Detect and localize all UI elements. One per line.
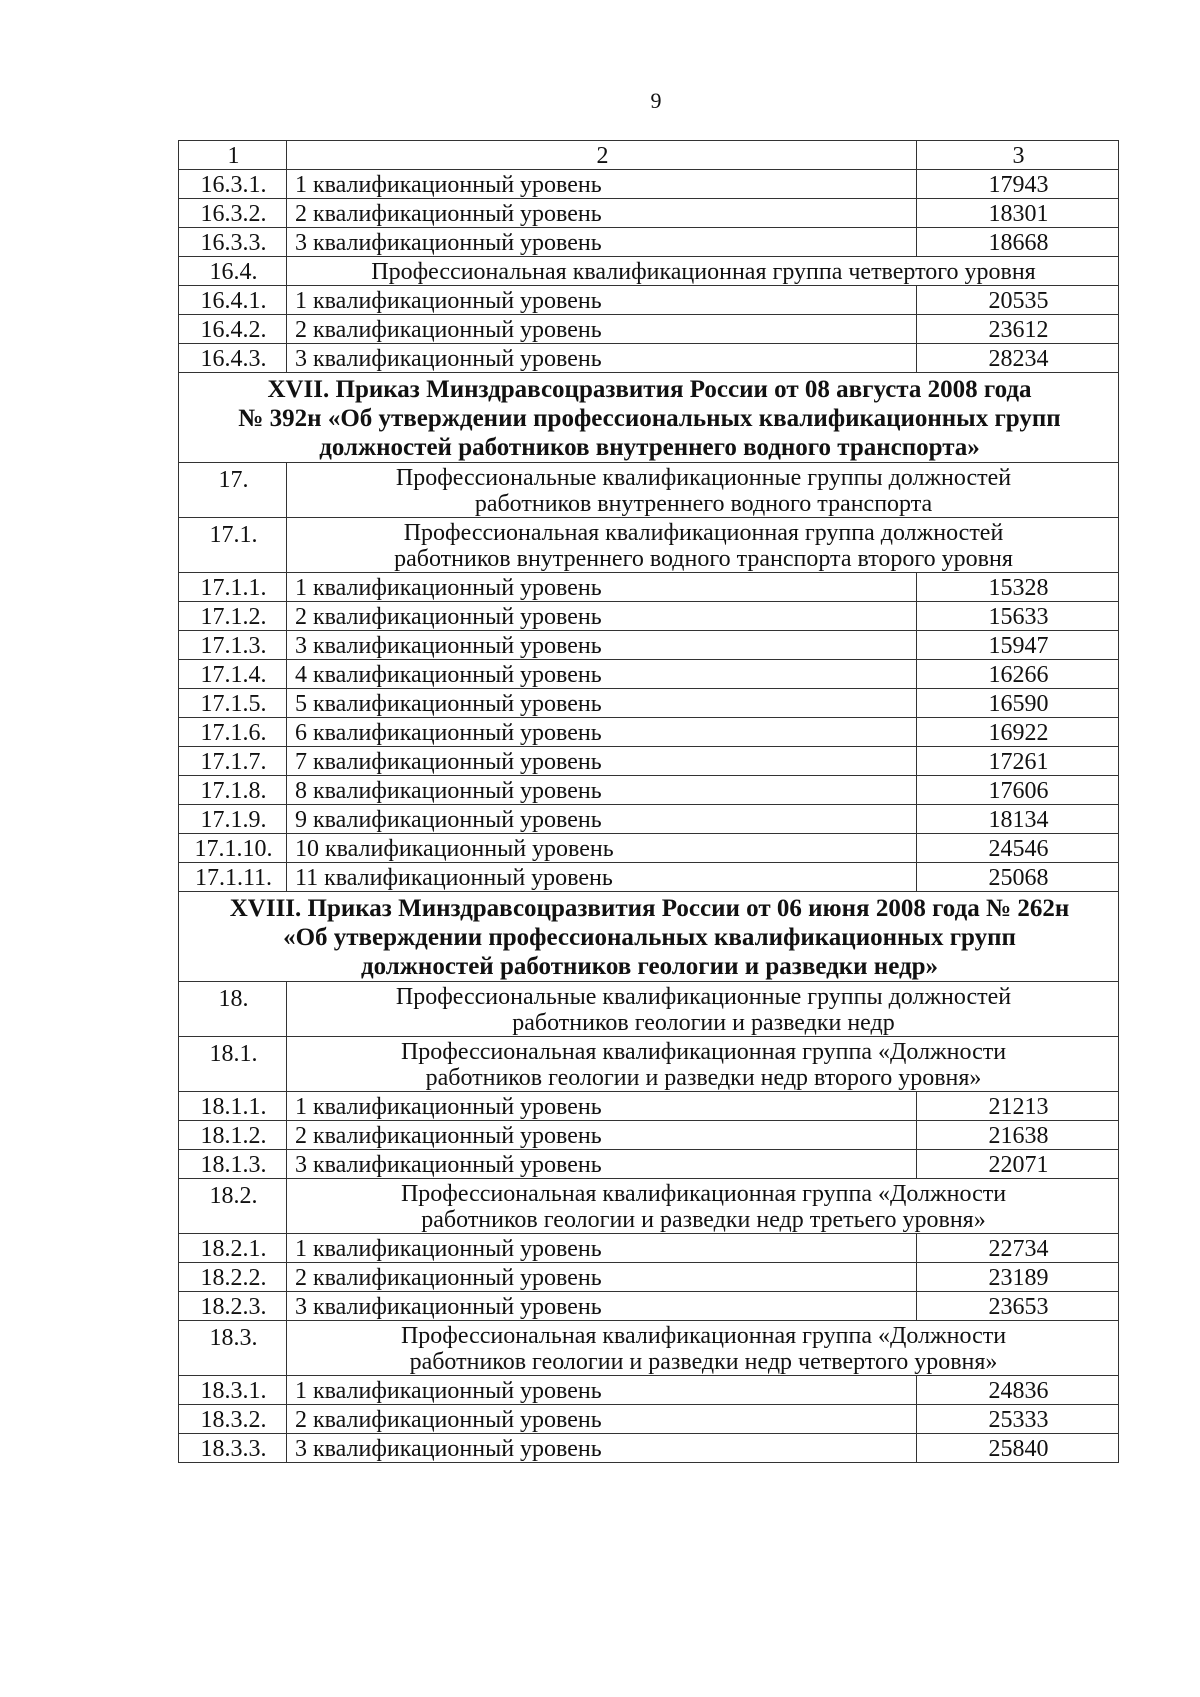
row-number: 17.1.4. — [179, 660, 287, 689]
row-value: 21638 — [917, 1121, 1119, 1150]
row-value: 22734 — [917, 1234, 1119, 1263]
header-col-1: 1 — [179, 141, 287, 170]
row-value: 25068 — [917, 863, 1119, 892]
row-value: 23612 — [917, 315, 1119, 344]
row-number: 16.3.2. — [179, 199, 287, 228]
row-value: 21213 — [917, 1092, 1119, 1121]
row-label: 5 квалификационный уровень — [287, 689, 917, 718]
row-value: 28234 — [917, 344, 1119, 373]
section-heading-line: XVII. Приказ Минздравсоцразвития России от 08 августа 2008 года — [267, 376, 1032, 403]
row-label: 3 квалификационный уровень — [287, 1150, 917, 1179]
section-heading-line: должностей работников геологии и разведки недр» — [360, 953, 939, 980]
row-number: 17.1.10. — [179, 834, 287, 863]
row-value: 22071 — [917, 1150, 1119, 1179]
row-number: 16.4.3. — [179, 344, 287, 373]
row-value: 16590 — [917, 689, 1119, 718]
table-row — [179, 631, 1119, 660]
row-number: 16.4.2. — [179, 315, 287, 344]
table-row — [179, 805, 1119, 834]
group-title-line: Профессиональная квалификационная группа «Должности — [400, 1323, 1007, 1349]
row-value: 15328 — [917, 573, 1119, 602]
row-number: 18.3.3. — [179, 1434, 287, 1463]
group-row-17-1 — [179, 518, 1119, 573]
group-title-line: Профессиональные квалификационные группы должностей — [395, 465, 1012, 491]
section-row-18 — [179, 892, 1119, 982]
row-value: 17261 — [917, 747, 1119, 776]
group-title — [287, 463, 1119, 518]
row-value: 18668 — [917, 228, 1119, 257]
header-col-2: 2 — [287, 141, 917, 170]
section-heading-line: «Об утверждении профессиональных квалификационных групп — [283, 924, 1016, 951]
group-title-line: Профессиональная квалификационная группа «Должности — [400, 1181, 1007, 1207]
group-title — [287, 1321, 1119, 1376]
row-value: 15633 — [917, 602, 1119, 631]
rows-18-3 — [179, 1376, 1119, 1463]
table-row — [179, 1234, 1119, 1263]
row-number: 17.1.11. — [179, 863, 287, 892]
rows-16-3 — [179, 170, 1119, 257]
row-label: 4 квалификационный уровень — [287, 660, 917, 689]
rows-17-1 — [179, 573, 1119, 892]
row-number: 17.1.7. — [179, 747, 287, 776]
section-heading-line: должностей работников внутреннего водного транспорта» — [319, 434, 980, 461]
row-number: 16.3.1. — [179, 170, 287, 199]
table-row — [179, 1092, 1119, 1121]
row-number: 17.1.8. — [179, 776, 287, 805]
section-row-17 — [179, 373, 1119, 463]
row-number: 18.2.1. — [179, 1234, 287, 1263]
group-number: 18. — [179, 982, 287, 1037]
row-value: 17606 — [917, 776, 1119, 805]
row-number: 17.1.9. — [179, 805, 287, 834]
salary-table — [178, 140, 1119, 1463]
table-row — [179, 863, 1119, 892]
group-title-line: работников геологии и разведки недр второго уровня» — [425, 1065, 982, 1091]
row-number: 18.3.1. — [179, 1376, 287, 1405]
group-row-18-2 — [179, 1179, 1119, 1234]
rows-18-1 — [179, 1092, 1119, 1179]
group-row-18-1 — [179, 1037, 1119, 1092]
row-label: 1 квалификационный уровень — [287, 573, 917, 602]
group-row-16-4 — [179, 257, 1119, 286]
row-label: 9 квалификационный уровень — [287, 805, 917, 834]
row-number: 17.1.1. — [179, 573, 287, 602]
row-label: 8 квалификационный уровень — [287, 776, 917, 805]
row-label: 2 квалификационный уровень — [287, 1121, 917, 1150]
page-number: 9 — [650, 88, 662, 113]
row-value: 20535 — [917, 286, 1119, 315]
table-row — [179, 573, 1119, 602]
row-number: 18.3.2. — [179, 1405, 287, 1434]
row-number: 16.3.3. — [179, 228, 287, 257]
row-label: 2 квалификационный уровень — [287, 602, 917, 631]
row-number: 17.1.3. — [179, 631, 287, 660]
group-title — [287, 1179, 1119, 1234]
row-value: 24546 — [917, 834, 1119, 863]
group-title-line: работников внутреннего водного транспорта — [474, 491, 933, 517]
group-title-line: Профессиональная квалификационная группа должностей — [403, 520, 1004, 546]
group-title-line: работников геологии и разведки недр третьего уровня» — [421, 1207, 986, 1233]
table-row — [179, 344, 1119, 373]
table-row — [179, 315, 1119, 344]
row-number: 17.1.6. — [179, 718, 287, 747]
table-row — [179, 747, 1119, 776]
group-number: 18.2. — [179, 1179, 287, 1234]
row-value: 23189 — [917, 1263, 1119, 1292]
table-header-row — [179, 141, 1119, 170]
table-row — [179, 170, 1119, 199]
rows-16-4 — [179, 286, 1119, 373]
row-label: 1 квалификационный уровень — [287, 1376, 917, 1405]
group-title-line: работников внутреннего водного транспорта второго уровня — [394, 546, 1013, 572]
row-label: 1 квалификационный уровень — [287, 1092, 917, 1121]
row-label: 3 квалификационный уровень — [287, 344, 917, 373]
group-title — [287, 1037, 1119, 1092]
table-row — [179, 1434, 1119, 1463]
table-row — [179, 1376, 1119, 1405]
group-title-line: Профессиональные квалификационные группы должностей — [395, 984, 1012, 1010]
row-label: 2 квалификационный уровень — [287, 199, 917, 228]
row-number: 18.2.2. — [179, 1263, 287, 1292]
group-row-17 — [179, 463, 1119, 518]
row-number: 18.1.3. — [179, 1150, 287, 1179]
table-row — [179, 228, 1119, 257]
group-title-line: работников геологии и разведки недр — [512, 1010, 895, 1036]
row-label: 3 квалификационный уровень — [287, 1292, 917, 1321]
row-value: 18301 — [917, 199, 1119, 228]
row-number: 16.4.1. — [179, 286, 287, 315]
group-title: Профессиональная квалификационная группа четвертого уровня — [287, 257, 1119, 286]
table-row — [179, 199, 1119, 228]
row-label: 3 квалификационный уровень — [287, 631, 917, 660]
row-label: 2 квалификационный уровень — [287, 1263, 917, 1292]
table-row — [179, 602, 1119, 631]
group-row-18 — [179, 982, 1119, 1037]
row-value: 16922 — [917, 718, 1119, 747]
table-row — [179, 776, 1119, 805]
group-title — [287, 982, 1119, 1037]
row-value: 16266 — [917, 660, 1119, 689]
row-number: 17.1.2. — [179, 602, 287, 631]
row-label: 3 квалификационный уровень — [287, 228, 917, 257]
header-col-3: 3 — [917, 141, 1119, 170]
group-title-line: Профессиональная квалификационная группа «Должности — [400, 1039, 1007, 1065]
row-label: 2 квалификационный уровень — [287, 1405, 917, 1434]
section-heading-line: XVIII. Приказ Минздравсоцразвития России от 06 июня 2008 года № 262н — [229, 895, 1070, 922]
row-label: 6 квалификационный уровень — [287, 718, 917, 747]
table-row — [179, 286, 1119, 315]
table-row — [179, 689, 1119, 718]
row-value: 15947 — [917, 631, 1119, 660]
row-value: 17943 — [917, 170, 1119, 199]
table-row — [179, 1121, 1119, 1150]
row-label: 1 квалификационный уровень — [287, 170, 917, 199]
row-label: 10 квалификационный уровень — [287, 834, 917, 863]
row-value: 25840 — [917, 1434, 1119, 1463]
row-label: 11 квалификационный уровень — [287, 863, 917, 892]
row-number: 18.2.3. — [179, 1292, 287, 1321]
table-row — [179, 718, 1119, 747]
table-row — [179, 1292, 1119, 1321]
row-value: 24836 — [917, 1376, 1119, 1405]
group-number: 17.1. — [179, 518, 287, 573]
table-row — [179, 660, 1119, 689]
section-heading — [179, 373, 1119, 463]
table-row — [179, 1150, 1119, 1179]
row-label: 7 квалификационный уровень — [287, 747, 917, 776]
row-number: 17.1.5. — [179, 689, 287, 718]
group-row-18-3 — [179, 1321, 1119, 1376]
row-number: 18.1.1. — [179, 1092, 287, 1121]
row-value: 23653 — [917, 1292, 1119, 1321]
group-title — [287, 518, 1119, 573]
row-label: 3 квалификационный уровень — [287, 1434, 917, 1463]
table-row — [179, 1263, 1119, 1292]
table-row — [179, 834, 1119, 863]
row-label: 2 квалификационный уровень — [287, 315, 917, 344]
table-row — [179, 1405, 1119, 1434]
section-heading — [179, 892, 1119, 982]
row-number: 18.1.2. — [179, 1121, 287, 1150]
rows-18-2 — [179, 1234, 1119, 1321]
row-label: 1 квалификационный уровень — [287, 1234, 917, 1263]
row-label: 1 квалификационный уровень — [287, 286, 917, 315]
row-value: 18134 — [917, 805, 1119, 834]
group-number: 18.1. — [179, 1037, 287, 1092]
group-title-line: работников геологии и разведки недр четвертого уровня» — [409, 1349, 998, 1375]
group-number: 18.3. — [179, 1321, 287, 1376]
section-heading-line: № 392н «Об утверждении профессиональных квалификационных групп — [238, 405, 1061, 432]
row-value: 25333 — [917, 1405, 1119, 1434]
group-number: 17. — [179, 463, 287, 518]
group-number: 16.4. — [179, 257, 287, 286]
